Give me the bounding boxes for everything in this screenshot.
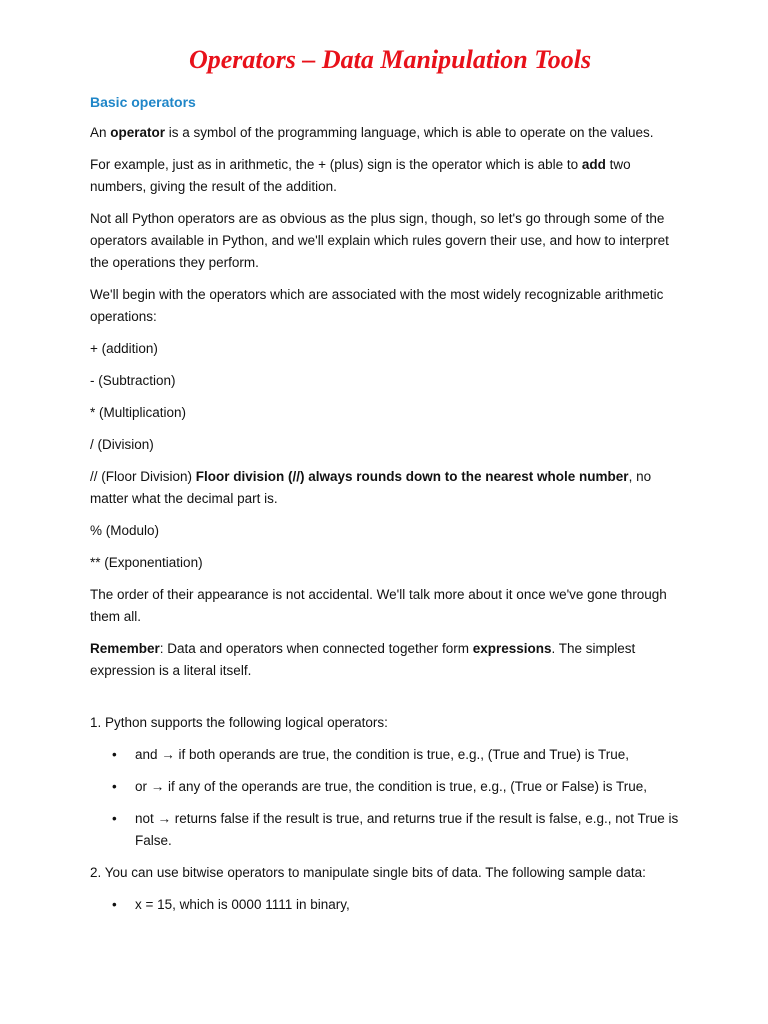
bitwise-intro: 2. You can use bitwise operators to manipulate single bits of data. The following sample data:	[90, 865, 646, 880]
order-paragraph: The order of their appearance is not accidental. We'll talk more about it once we've gone through them all.	[90, 587, 667, 624]
document-page	[90, 42, 680, 926]
begin-paragraph: We'll begin with the operators which are associated with the most widely recognizable arithmetic operations:	[90, 287, 664, 324]
operator-division: / (Division)	[90, 437, 154, 452]
not-all-paragraph: Not all Python operators are as obvious as the plus sign, though, so let's go through some of the operators available in Python, and we'll explain which rules govern their use, and how to interpret the operations they perform.	[90, 211, 669, 270]
list-item-text: or → if any of the operands are true, the condition is true, e.g., (True or False) is True,	[135, 779, 647, 794]
section-heading: Basic operators	[90, 94, 196, 110]
example-pre: For example, just as in arithmetic, the + (plus) sign is the operator which is able to	[90, 157, 582, 172]
bullet-icon: •	[112, 779, 117, 794]
remember-paragraph	[90, 638, 680, 682]
bullet-icon: •	[112, 897, 117, 912]
logical-operators-list	[90, 744, 680, 852]
remember-post: . The simplest expression is a literal itself.	[90, 641, 636, 678]
bullet-icon: •	[112, 747, 117, 762]
list-item-text: x = 15, which is 0000 1111 in binary,	[135, 897, 350, 912]
operator-modulo: % (Modulo)	[90, 523, 160, 538]
logical-intro: 1. Python supports the following logical operators:	[90, 715, 388, 730]
intro-bold: operator	[110, 125, 166, 140]
remember-mid: : Data and operators when connected together form	[159, 641, 473, 656]
floor-bold: Floor division (//) always rounds down to the nearest whole number	[195, 469, 629, 484]
floor-pre: // (Floor Division)	[90, 469, 196, 484]
list-item-text: not → returns false if the result is true, and returns true if the result is false, e.g., not True is False.	[135, 811, 679, 848]
list-item-text: and → if both operands are true, the condition is true, e.g., (True and True) is True,	[135, 747, 630, 762]
intro-post: is a symbol of the programming language, which is able to operate on the values.	[165, 125, 654, 140]
operator-addition: + (addition)	[90, 341, 158, 356]
bitwise-data-list	[90, 894, 680, 916]
list-item	[90, 894, 680, 916]
document-title: Operators – Data Manipulation Tools	[188, 45, 592, 74]
blank-line	[90, 682, 680, 702]
list-item	[90, 808, 680, 852]
list-item	[90, 744, 680, 766]
floor-post: , no matter what the decimal part is.	[90, 469, 652, 506]
list-item	[90, 776, 680, 798]
intro-pre: An	[90, 125, 111, 140]
expressions-bold: expressions	[472, 641, 552, 656]
operator-subtraction: - (Subtraction)	[90, 373, 176, 388]
operator-multiplication: * (Multiplication)	[90, 405, 187, 420]
example-post: two numbers, giving the result of the addition.	[90, 157, 631, 194]
remember-bold: Remember	[90, 641, 160, 656]
operator-floor-division	[90, 466, 680, 510]
intro-paragraph	[90, 122, 680, 144]
example-bold: add	[581, 157, 606, 172]
example-paragraph	[90, 154, 680, 198]
operator-exponentiation: ** (Exponentiation)	[90, 555, 203, 570]
bullet-icon: •	[112, 811, 117, 826]
